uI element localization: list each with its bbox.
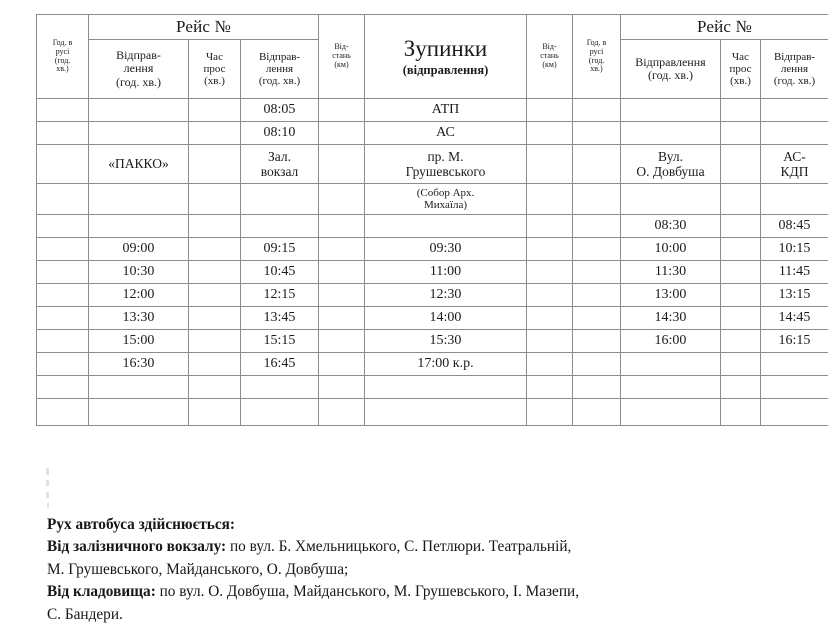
cell-distance-left	[319, 184, 365, 215]
cell-distance-left	[319, 238, 365, 261]
cell-departure-2: 13:45	[241, 307, 319, 330]
table-row	[37, 99, 828, 122]
table-row	[37, 238, 828, 261]
cell-hours-transit-right	[573, 376, 621, 399]
header-stops-sub: (відправлення)	[402, 63, 489, 78]
cell-departure-1: «ПАККО»	[89, 145, 189, 184]
cell-travel-time-1	[189, 215, 241, 238]
cell-distance-right	[527, 238, 573, 261]
cell-departure-2: 15:15	[241, 330, 319, 353]
cell-departure-4: 10:15	[761, 238, 828, 261]
notes-from-railway-station: Від залізничного вокзалу: по вул. Б. Хмельницького, С. Петлюри. Театральній,	[47, 538, 572, 556]
notes-title: Рух автобуса здійснюється:	[47, 516, 235, 533]
cell-distance-left	[319, 122, 365, 145]
cell-stop: АТП	[365, 99, 527, 122]
cell-hours-transit-left	[37, 307, 89, 330]
cell-distance-left	[319, 353, 365, 376]
cell-hours-transit-right	[573, 284, 621, 307]
cell-departure-1: 15:00	[89, 330, 189, 353]
cell-hours-transit-right	[573, 261, 621, 284]
cell-departure-3	[621, 184, 721, 215]
table-row	[37, 399, 828, 426]
cell-travel-time-1	[189, 261, 241, 284]
cell-hours-transit-right	[573, 238, 621, 261]
table-row	[37, 376, 828, 399]
cell-hours-transit-right	[573, 215, 621, 238]
cell-departure-2	[241, 376, 319, 399]
notes-from-railway-station-cont: М. Грушевського, Майданського, О. Довбуша;	[47, 560, 349, 578]
scan-artifact	[47, 503, 49, 508]
cell-hours-transit-left	[37, 376, 89, 399]
scan-artifact	[46, 468, 49, 475]
table-row	[37, 307, 828, 330]
header-travel-time-1: Час прос (хв.)	[189, 40, 241, 99]
cell-departure-3	[621, 376, 721, 399]
cell-hours-transit-right	[573, 184, 621, 215]
cell-hours-transit-left	[37, 238, 89, 261]
cell-stop	[365, 376, 527, 399]
cell-departure-4: 14:45	[761, 307, 828, 330]
cell-departure-2: 12:15	[241, 284, 319, 307]
cell-departure-4	[761, 353, 828, 376]
cell-departure-2: 16:45	[241, 353, 319, 376]
cell-distance-right	[527, 261, 573, 284]
cell-departure-3: 11:30	[621, 261, 721, 284]
cell-stop: 15:30	[365, 330, 527, 353]
cell-distance-right	[527, 99, 573, 122]
header-departure-4: Відправ- лення (год. хв.)	[761, 40, 828, 99]
header-route-number-left: Рейс №	[89, 15, 319, 40]
cell-departure-4	[761, 99, 828, 122]
cell-departure-3	[621, 399, 721, 426]
cell-departure-2	[241, 184, 319, 215]
cell-travel-time-2	[721, 284, 761, 307]
cell-hours-transit-left	[37, 184, 89, 215]
cell-travel-time-1	[189, 99, 241, 122]
cell-hours-transit-right	[573, 353, 621, 376]
cell-travel-time-1	[189, 122, 241, 145]
cell-hours-transit-left	[37, 399, 89, 426]
cell-departure-4	[761, 122, 828, 145]
header-departure-1: Відправ- лення (год. хв.)	[89, 40, 189, 99]
cell-distance-right	[527, 122, 573, 145]
cell-distance-left	[319, 99, 365, 122]
cell-hours-transit-left	[37, 122, 89, 145]
cell-stop: 12:30	[365, 284, 527, 307]
cell-travel-time-1	[189, 184, 241, 215]
cell-departure-1	[89, 215, 189, 238]
cell-departure-4: 16:15	[761, 330, 828, 353]
cell-distance-left	[319, 399, 365, 426]
cell-distance-left	[319, 215, 365, 238]
table-row	[37, 284, 828, 307]
cell-departure-1: 13:30	[89, 307, 189, 330]
scan-artifact	[46, 492, 49, 498]
cell-distance-right	[527, 330, 573, 353]
cell-distance-right	[527, 145, 573, 184]
cell-travel-time-2	[721, 261, 761, 284]
header-stops: Зупинки (відправлення)	[365, 15, 527, 99]
cell-travel-time-2	[721, 353, 761, 376]
cell-departure-1: 12:00	[89, 284, 189, 307]
cell-hours-transit-left	[37, 99, 89, 122]
table-row	[37, 353, 828, 376]
cell-departure-1	[89, 376, 189, 399]
cell-hours-transit-right	[573, 330, 621, 353]
cell-departure-3	[621, 99, 721, 122]
cell-hours-transit-left	[37, 261, 89, 284]
header-hours-in-transit-right: Год. в русі (год. хв.)	[573, 15, 621, 99]
table-row	[37, 184, 828, 215]
cell-travel-time-1	[189, 284, 241, 307]
cell-departure-2: 10:45	[241, 261, 319, 284]
cell-distance-right	[527, 376, 573, 399]
cell-departure-3: 08:30	[621, 215, 721, 238]
table-row	[37, 215, 828, 238]
cell-distance-left	[319, 307, 365, 330]
cell-stop: 14:00	[365, 307, 527, 330]
cell-departure-4: 11:45	[761, 261, 828, 284]
cell-departure-1: 16:30	[89, 353, 189, 376]
cell-hours-transit-right	[573, 399, 621, 426]
cell-stop: 17:00 к.р.	[365, 353, 527, 376]
cell-hours-transit-left	[37, 145, 89, 184]
schedule-table-container	[36, 14, 816, 426]
cell-departure-1	[89, 99, 189, 122]
cell-stop	[365, 399, 527, 426]
header-departure-2: Відправ- лення (год. хв.)	[241, 40, 319, 99]
cell-departure-2: 08:10	[241, 122, 319, 145]
table-row	[37, 261, 828, 284]
cell-departure-1	[89, 122, 189, 145]
cell-departure-3	[621, 353, 721, 376]
cell-hours-transit-right	[573, 307, 621, 330]
cell-travel-time-1	[189, 145, 241, 184]
cell-hours-transit-right	[573, 145, 621, 184]
cell-departure-2: Зал. вокзал	[241, 145, 319, 184]
cell-departure-3: 16:00	[621, 330, 721, 353]
cell-departure-3: Вул. О. Довбуша	[621, 145, 721, 184]
cell-departure-2: 08:05	[241, 99, 319, 122]
cell-hours-transit-left	[37, 330, 89, 353]
cell-distance-left	[319, 284, 365, 307]
cell-hours-transit-left	[37, 284, 89, 307]
cell-hours-transit-left	[37, 215, 89, 238]
cell-travel-time-1	[189, 353, 241, 376]
table-row	[37, 330, 828, 353]
cell-departure-4	[761, 399, 828, 426]
cell-travel-time-2	[721, 145, 761, 184]
cell-departure-4: 13:15	[761, 284, 828, 307]
cell-travel-time-2	[721, 215, 761, 238]
cell-hours-transit-left	[37, 353, 89, 376]
cell-hours-transit-right	[573, 99, 621, 122]
cell-travel-time-2	[721, 330, 761, 353]
cell-travel-time-1	[189, 330, 241, 353]
cell-distance-right	[527, 353, 573, 376]
cell-travel-time-2	[721, 238, 761, 261]
cell-distance-left	[319, 330, 365, 353]
cell-stop: 11:00	[365, 261, 527, 284]
cell-departure-1	[89, 184, 189, 215]
table-head	[37, 15, 828, 99]
table-row	[37, 145, 828, 184]
cell-travel-time-2	[721, 376, 761, 399]
notes-from-cemetery: Від кладовища: по вул. О. Довбуша, Майданського, М. Грушевського, І. Мазепи,	[47, 583, 580, 601]
cell-departure-4: 08:45	[761, 215, 828, 238]
cell-stop	[365, 215, 527, 238]
cell-departure-4	[761, 376, 828, 399]
cell-distance-left	[319, 261, 365, 284]
cell-travel-time-1	[189, 399, 241, 426]
header-distance-right: Від- стань (км)	[527, 15, 573, 99]
cell-travel-time-1	[189, 307, 241, 330]
cell-distance-right	[527, 307, 573, 330]
cell-departure-3: 10:00	[621, 238, 721, 261]
route-notes	[47, 514, 817, 626]
cell-departure-2: 09:15	[241, 238, 319, 261]
cell-travel-time-1	[189, 376, 241, 399]
cell-distance-left	[319, 376, 365, 399]
cell-distance-right	[527, 215, 573, 238]
cell-stop: пр. М. Грушевського	[365, 145, 527, 184]
cell-departure-1: 10:30	[89, 261, 189, 284]
cell-travel-time-2	[721, 184, 761, 215]
cell-departure-4	[761, 184, 828, 215]
cell-travel-time-2	[721, 307, 761, 330]
cell-departure-4: АС- КДП	[761, 145, 828, 184]
cell-distance-right	[527, 399, 573, 426]
cell-distance-left	[319, 145, 365, 184]
scan-artifact	[46, 480, 49, 486]
header-route-number-right: Рейс №	[621, 15, 828, 40]
header-hours-in-transit-left: Год. в русі (год. хв.)	[37, 15, 89, 99]
table-group-header-row	[37, 15, 828, 40]
header-distance-left: Від- стань (км)	[319, 15, 365, 99]
schedule-table	[36, 14, 828, 426]
header-departure-3: Відправлення (год. хв.)	[621, 40, 721, 99]
cell-departure-3: 13:00	[621, 284, 721, 307]
cell-stop: АС	[365, 122, 527, 145]
cell-travel-time-1	[189, 238, 241, 261]
cell-departure-2	[241, 399, 319, 426]
cell-travel-time-2	[721, 399, 761, 426]
cell-departure-3: 14:30	[621, 307, 721, 330]
notes-from-cemetery-cont: С. Бандери.	[47, 605, 123, 623]
cell-stop: 09:30	[365, 238, 527, 261]
cell-travel-time-2	[721, 122, 761, 145]
cell-departure-1: 09:00	[89, 238, 189, 261]
cell-hours-transit-right	[573, 122, 621, 145]
table-body	[37, 99, 828, 426]
cell-distance-right	[527, 284, 573, 307]
cell-stop: (Собор Арх. Михаїла)	[365, 184, 527, 215]
cell-departure-3	[621, 122, 721, 145]
cell-travel-time-2	[721, 99, 761, 122]
cell-departure-2	[241, 215, 319, 238]
cell-distance-right	[527, 184, 573, 215]
header-travel-time-2: Час прос (хв.)	[721, 40, 761, 99]
table-row	[37, 122, 828, 145]
cell-departure-1	[89, 399, 189, 426]
